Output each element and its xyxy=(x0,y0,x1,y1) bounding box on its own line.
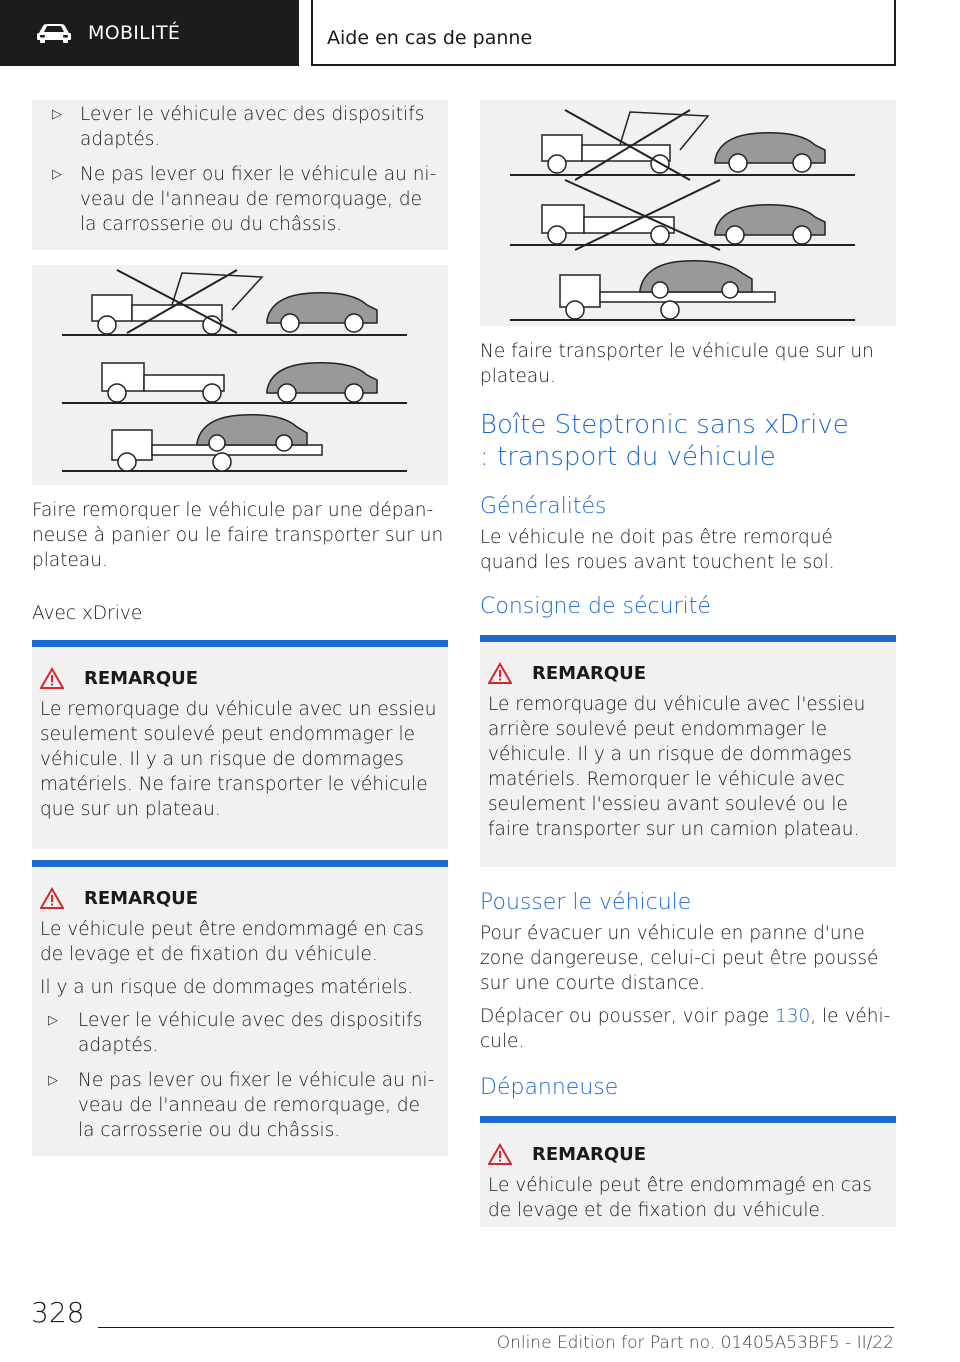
subsection-heading: Consigne de sécurité xyxy=(480,594,711,619)
note-text: Il y a un risque de dommages matériels. xyxy=(40,977,414,998)
note-text: Le remorquage du véhicule avec un essieu seulement soulevé peut endommager le véhicule. Il y a un risque de dommages matériels. Ne faire transporter le véhicule que sur un plateau. xyxy=(40,699,437,820)
car-icon xyxy=(36,22,72,44)
note-text: Le véhicule peut être endommagé en cas de levage et de fixation du véhicule. xyxy=(40,919,424,965)
towing-methods-illustration xyxy=(32,265,448,485)
flatbed-only-illustration xyxy=(480,100,896,326)
note-text: Le véhicule peut être endommagé en cas de levage et de fixation du véhicule. xyxy=(488,1175,872,1221)
warning-triangle-icon xyxy=(40,887,64,909)
note-header xyxy=(40,667,440,689)
chapter-tab xyxy=(311,0,896,66)
page-number: 328 xyxy=(31,1296,85,1329)
chapter-title: Aide en cas de panne xyxy=(327,27,533,49)
note-title: REMARQUE xyxy=(84,887,199,909)
subheading-xdrive: Avec xDrive xyxy=(32,603,143,624)
list-item: ▷ Ne pas lever ou fixer le véhicule au niveau de l'anneau de remorquage, de la carrosserie ou du châssis. xyxy=(40,1068,440,1143)
note-header xyxy=(488,662,888,684)
pousser-reference: Déplacer ou pousser, voir page 130, le véhicule. xyxy=(480,1006,891,1052)
pousser-text: Pour évacuer un véhicule en panne d'une zone dangereuse, celui-ci peut être poussé sur une courte distance. xyxy=(480,923,879,994)
warning-note xyxy=(480,1116,896,1227)
towing-illustration-icon xyxy=(32,265,448,485)
list-item: ▷ Lever le véhicule avec des dispositifs adaptés. xyxy=(40,1008,440,1058)
list-item: ▷ Lever le véhicule avec des dispositifs adaptés. xyxy=(42,102,438,152)
note-text: Le remorquage du véhicule avec l'essieu arrière soulevé peut endommager le véhicule. Il y a un risque de dommages matériels. Remorquer le véhicule avec seulement l'essieu avant soulevé ou le faire transporter sur un camion plateau. xyxy=(488,694,866,840)
continued-bullet-box xyxy=(32,100,448,250)
page-header xyxy=(0,0,960,66)
note-header xyxy=(40,887,440,909)
subsection-heading: Généralités xyxy=(480,494,607,519)
warning-note xyxy=(32,640,448,849)
subsection-heading: Pousser le véhicule xyxy=(480,890,692,915)
footer-divider xyxy=(98,1327,894,1328)
triangle-bullet-icon: ▷ xyxy=(48,1013,58,1028)
section-tab xyxy=(0,0,299,66)
note-title: REMARQUE xyxy=(532,1143,647,1165)
note-title: REMARQUE xyxy=(532,662,647,684)
section-title: MOBILITÉ xyxy=(88,22,181,44)
triangle-bullet-icon: ▷ xyxy=(48,1073,58,1088)
flatbed-caption: Ne faire transporter le véhicule que sur un plateau. xyxy=(480,341,874,387)
warning-triangle-icon xyxy=(40,667,64,689)
page-link[interactable]: 130 xyxy=(774,1006,811,1027)
flatbed-illustration-icon xyxy=(480,100,896,326)
subsection-heading: Dépanneuse xyxy=(480,1075,619,1100)
warning-note xyxy=(32,860,448,1156)
triangle-bullet-icon: ▷ xyxy=(52,167,62,182)
section-heading: Boîte Steptronic sans xDrive : transport du véhicule xyxy=(480,410,849,472)
triangle-bullet-icon: ▷ xyxy=(52,107,62,122)
generalites-text: Le véhicule ne doit pas être remorqué quand les roues avant touchent le sol. xyxy=(480,527,835,573)
note-header xyxy=(488,1143,888,1165)
warning-note xyxy=(480,635,896,867)
edition-footer: Online Edition for Part no. 01405A53BF5 - II/22 xyxy=(496,1333,894,1353)
warning-triangle-icon xyxy=(488,1143,512,1165)
warning-triangle-icon xyxy=(488,662,512,684)
left-column xyxy=(32,100,448,1156)
list-item: ▷ Ne pas lever ou fixer le véhicule au niveau de l'anneau de remorquage, de la carrosserie ou du châssis. xyxy=(42,162,438,237)
right-column xyxy=(480,100,896,1227)
note-title: REMARQUE xyxy=(84,667,199,689)
towing-caption: Faire remorquer le véhicule par une dépanneuse à panier ou le faire transporter sur un plateau. xyxy=(32,500,444,571)
